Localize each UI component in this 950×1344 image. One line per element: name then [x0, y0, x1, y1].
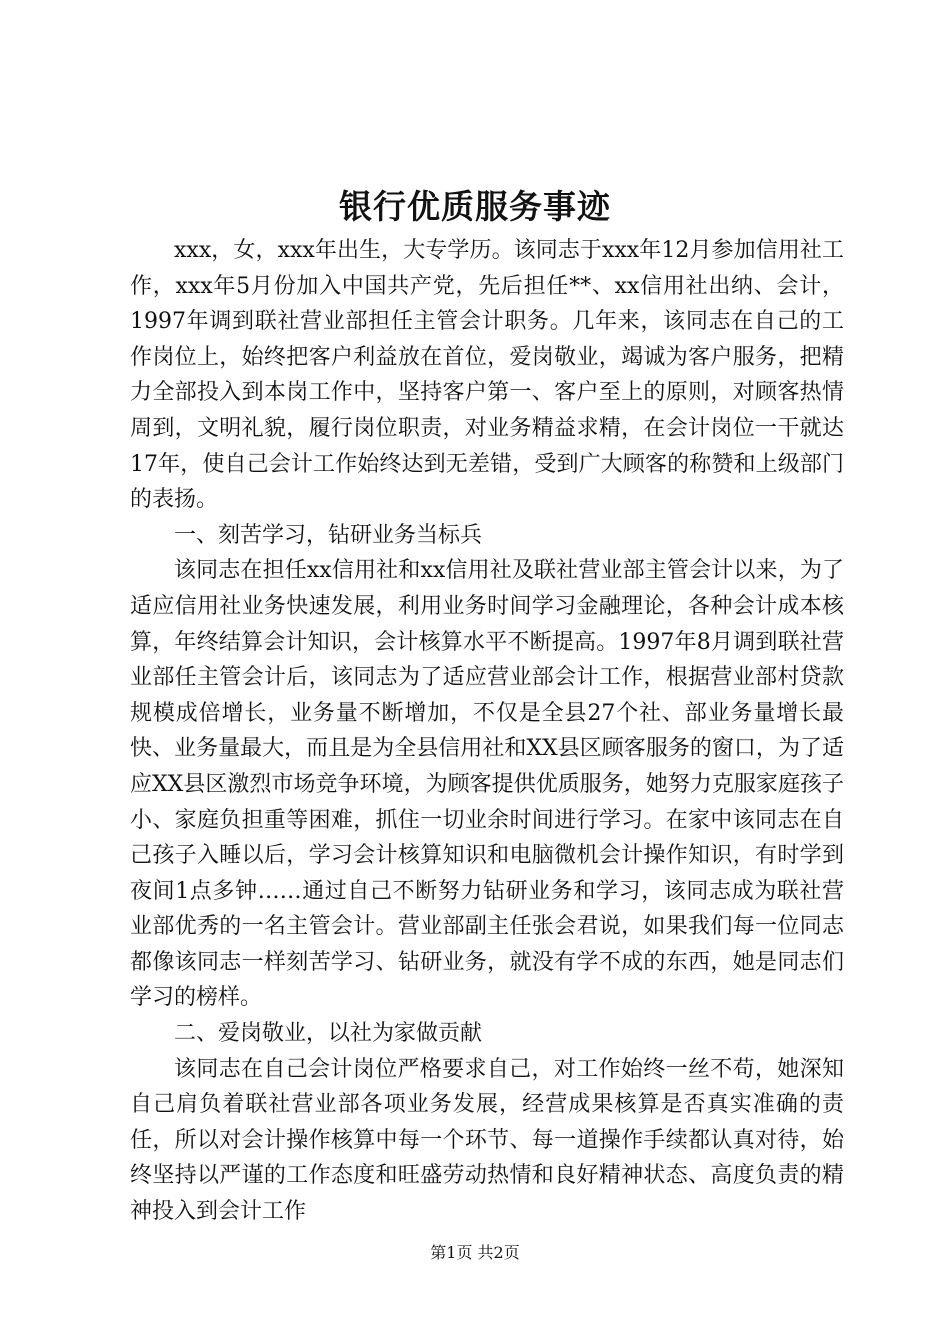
paragraph-intro: xxx，女，xxx年出生，大专学历。该同志于xxx年12月参加信用社工作，xxx年5月份加入中国共产党，先后担任**、xx信用社出纳、会计，1997年调到联社营业部担任主管会计职务。几年来，该同志在自己的工作岗位上，始终把客户利益放在首位，爱岗敬业，竭诚为客户服务，把精力全部投入到本岗工作中，坚持客户第一、客户至上的原则，对顾客热情周到，文明礼貌，履行岗位职责，对业务精益求精，在会计岗位一干就达17年，使自己会计工作始终达到无差错，受到广大顾客的称赞和上级部门的表扬。	[130, 238, 844, 513]
page-footer: 第1页 共2页	[430, 1243, 520, 1262]
paragraph-section-2: 该同志在自己会计岗位严格要求自己，对工作始终一丝不苟，她深知自己肩负着联社营业部各项业务发展，经营成果核算是否真实准确的责任，所以对会计操作核算中每一个环节、每一道操作手续都认真对待，始终坚持以严谨的工作态度和旺盛劳动热情和良好精神状态、高度负责的精神投入到会计工作	[130, 1056, 844, 1225]
section-heading-1: 一、刻苦学习，钻研业务当标兵	[174, 522, 483, 548]
document-body	[130, 233, 844, 1230]
section-heading-2: 二、爱岗敬业，以社为家做贡献	[174, 1021, 483, 1047]
document-title: 银行优质服务事迹	[339, 187, 611, 226]
paragraph-section-1: 该同志在担任xx信用社和xx信用社及联社营业部主管会计以来，为了适应信用社业务快速发展，利用业务时间学习金融理论，各种会计成本核算，年终结算会计知识，会计核算水平不断提高。1997年8月调到联社营业部任主管会计后，该同志为了适应营业部会计工作，根据营业部村贷款规模成倍增长，业务量不断增加，不仅是全县27个社、部业务量增长最快、业务量最大，而且是为全县信用社和XX县区顾客服务的窗口，为了适应XX县区激烈市场竞争环境，为顾客提供优质服务，她努力克服家庭孩子小、家庭负担重等困难，抓住一切业余时间进行学习。在家中该同志在自己孩子入睡以后，学习会计核算知识和电脑微机会计操作知识，有时学到夜间1点多钟……通过自己不断努力钻研业务和学习，该同志成为联社营业部优秀的一名主管会计。营业部副主任张会君说，如果我们每一位同志都像该同志一样刻苦学习、钻研业务，就没有学不成的东西，她是同志们学习的榜样。	[130, 558, 844, 1011]
